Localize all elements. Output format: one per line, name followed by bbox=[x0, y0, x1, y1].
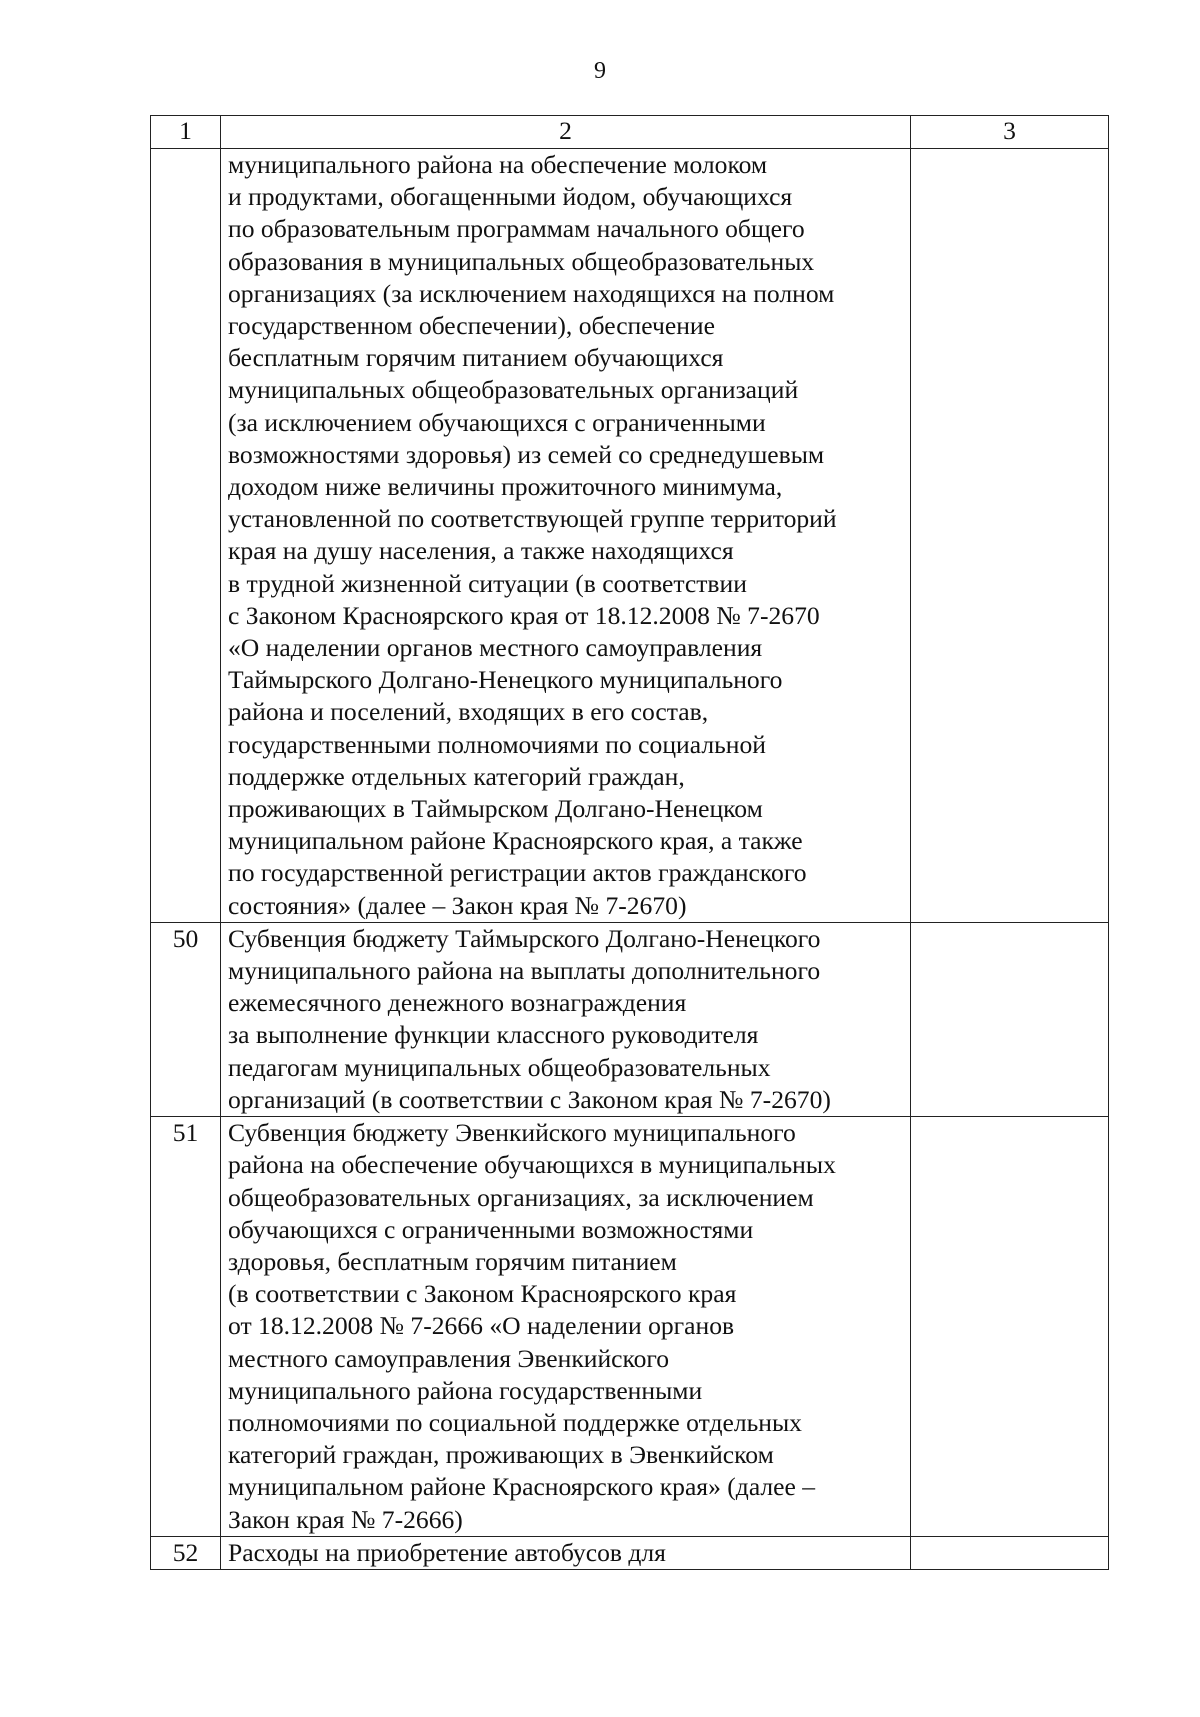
text-line: здоровья, бесплатным горячим питанием bbox=[228, 1246, 677, 1276]
table-row bbox=[151, 1536, 1109, 1569]
text-line: муниципальных общеобразовательных организаций bbox=[228, 375, 799, 405]
text-line: бесплатным горячим питанием обучающихся bbox=[228, 343, 724, 373]
text-line: местного самоуправления Эвенкийского bbox=[228, 1343, 670, 1373]
text-line: в трудной жизненной ситуации (в соответствии bbox=[228, 568, 747, 598]
text-line: государственном обеспечении), обеспечение bbox=[228, 311, 715, 341]
text-line: (в соответствии с Законом Красноярского края bbox=[228, 1279, 737, 1309]
row-number: 52 bbox=[151, 1536, 221, 1569]
row-amount bbox=[911, 922, 1109, 1116]
row-number: 51 bbox=[151, 1117, 221, 1537]
text-line: установленной по соответствующей группе территорий bbox=[228, 504, 837, 534]
text-line: за выполнение функции классного руководителя bbox=[228, 1020, 759, 1050]
row-description bbox=[221, 1117, 911, 1537]
page-number: 9 bbox=[594, 58, 606, 84]
text-line: по образовательным программам начального общего bbox=[228, 214, 805, 244]
text-line: организациях (за исключением находящихся на полном bbox=[228, 278, 835, 308]
table-row bbox=[151, 1117, 1109, 1537]
text-line: категорий граждан, проживающих в Эвенкийском bbox=[228, 1440, 774, 1470]
text-line: ежемесячного денежного вознаграждения bbox=[228, 988, 687, 1018]
text-line: возможностями здоровья) из семей со среднедушевым bbox=[228, 439, 825, 469]
text-line: Расходы на приобретение автобусов для bbox=[228, 1537, 666, 1567]
text-line: с Законом Красноярского края от 18.12.2008 № 7-2670 bbox=[228, 600, 820, 630]
text-line: муниципальном районе Красноярского края» (далее – bbox=[228, 1472, 816, 1502]
text-line: полномочиями по социальной поддержке отдельных bbox=[228, 1407, 802, 1437]
text-line: (за исключением обучающихся с ограниченными bbox=[228, 407, 766, 437]
text-line: Таймырского Долгано-Ненецкого муниципального bbox=[228, 665, 783, 695]
row-number bbox=[151, 149, 221, 923]
text-line: и продуктами, обогащенными йодом, обучающихся bbox=[228, 182, 793, 212]
header-col-2: 2 bbox=[221, 116, 911, 149]
text-line: Субвенция бюджету Эвенкийского муниципального bbox=[228, 1118, 796, 1148]
row-amount bbox=[911, 1536, 1109, 1569]
text-line: государственными полномочиями по социальной bbox=[228, 729, 766, 759]
row-description bbox=[221, 922, 911, 1116]
text-line: муниципального района на выплаты дополнительного bbox=[228, 956, 821, 986]
text-line: поддержке отдельных категорий граждан, bbox=[228, 761, 685, 791]
text-line: района и поселений, входящих в его состав, bbox=[228, 697, 709, 727]
table-row bbox=[151, 149, 1109, 923]
text-line: организаций (в соответствии с Законом края № 7-2670) bbox=[228, 1084, 831, 1114]
text-line: состояния» (далее – Закон края № 7-2670) bbox=[228, 890, 687, 920]
text-line: обучающихся с ограниченными возможностями bbox=[228, 1214, 754, 1244]
text-line: муниципального района на обеспечение молоком bbox=[228, 150, 768, 179]
text-line: педагогам муниципальных общеобразовательных bbox=[228, 1052, 771, 1082]
text-line: района на обеспечение обучающихся в муниципальных bbox=[228, 1150, 836, 1180]
row-description bbox=[221, 1536, 911, 1569]
text-line: края на душу населения, а также находящихся bbox=[228, 536, 734, 566]
row-number: 50 bbox=[151, 922, 221, 1116]
text-line: доходом ниже величины прожиточного минимума, bbox=[228, 472, 783, 502]
header-col-3: 3 bbox=[911, 116, 1109, 149]
row-amount bbox=[911, 1117, 1109, 1537]
row-description bbox=[221, 149, 911, 923]
text-line: от 18.12.2008 № 7-2666 «О наделении органов bbox=[228, 1311, 735, 1341]
budget-table bbox=[150, 115, 1109, 1570]
text-line: «О наделении органов местного самоуправления bbox=[228, 633, 763, 663]
text-line: по государственной регистрации актов гражданского bbox=[228, 858, 807, 888]
text-line: муниципальном районе Красноярского края, а также bbox=[228, 826, 803, 856]
text-line: образования в муниципальных общеобразовательных bbox=[228, 246, 815, 276]
row-amount bbox=[911, 149, 1109, 923]
text-line: общеобразовательных организациях, за исключением bbox=[228, 1182, 814, 1212]
text-line: Субвенция бюджету Таймырского Долгано-Ненецкого bbox=[228, 923, 821, 953]
text-line: проживающих в Таймырском Долгано-Ненецком bbox=[228, 794, 763, 824]
table-row bbox=[151, 922, 1109, 1116]
text-line: муниципального района государственными bbox=[228, 1375, 703, 1405]
header-col-1: 1 bbox=[151, 116, 221, 149]
table-header-row bbox=[151, 116, 1109, 149]
text-line: Закон края № 7-2666) bbox=[228, 1504, 463, 1534]
